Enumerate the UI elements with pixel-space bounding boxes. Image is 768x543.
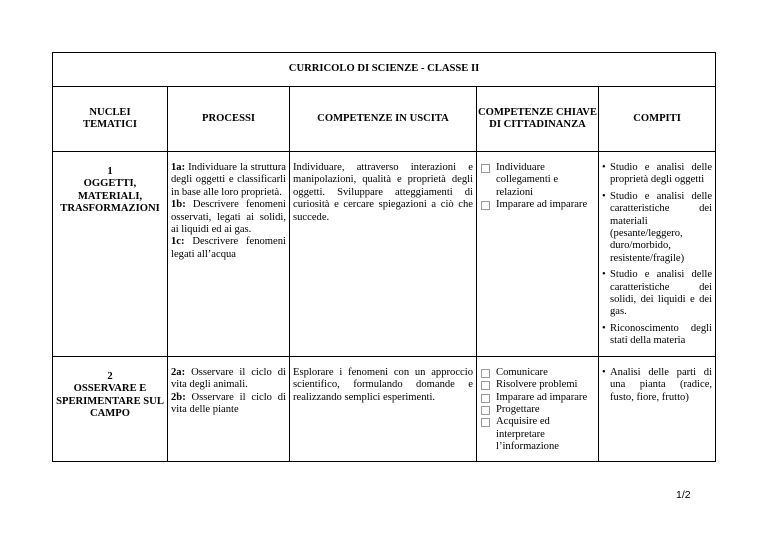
nucleo-cell [53, 356, 168, 461]
competenze-chiave-cell [477, 356, 599, 461]
process-item: 1b: Descrivere fenomeni osservati, legati ai solidi, ai liquidi ed ai gas. [171, 199, 286, 236]
nucleo-number: 1 [107, 166, 113, 177]
list-item: Imparare ad imparare [481, 392, 596, 404]
list-item: Comunicare [481, 367, 596, 379]
list-item: Progettare [481, 404, 596, 416]
header-nuclei: NUCLEI TEMATICI [53, 87, 168, 152]
checkbox-bullet-icon [481, 201, 490, 210]
list-item: • Riconoscimento degli stati della materia [602, 322, 713, 347]
table-row [53, 356, 716, 461]
bullet-icon: • [602, 269, 606, 281]
list-item: Acquisire ed interpretare l’informazione [481, 416, 596, 453]
nucleo-name: OGGETTI, MATERIALI, TRASFORMAZIONI [60, 178, 160, 215]
list-item: • Studio e analisi delle caratteristiche dei solidi, dei liquidi e dei gas. [602, 269, 713, 318]
compiti-cell [599, 152, 716, 357]
header-competenze-chiave: COMPETENZE CHIAVE DI CITTADINANZA [477, 87, 599, 152]
table-title: CURRICOLO DI SCIENZE - CLASSE II [53, 53, 716, 87]
processi-cell [168, 152, 290, 357]
list-item: • Studio e analisi delle caratteristiche dei materiali (pesante/leggero, duro/morbido, resistente/fragile) [602, 190, 713, 264]
table-row [53, 152, 716, 357]
title-row [53, 53, 716, 87]
process-item: 2b: Osservare il ciclo di vita delle piante [171, 391, 286, 415]
competenze-uscita-cell: Individuare, attraverso interazioni e manipolazioni, qualità e proprietà degli oggetti. Sviluppare atteggiamenti di curiosità e cercare spiegazioni a ciò che succede. [290, 152, 477, 357]
header-row [53, 87, 716, 152]
list-item: • Analisi delle parti di una pianta (radice, fusto, fiore, frutto) [602, 366, 713, 403]
checkbox-bullet-icon [481, 381, 490, 390]
nucleo-name: OSSERVARE E SPERIMENTARE SUL CAMPO [56, 383, 164, 419]
processi-cell [168, 356, 290, 461]
checkbox-bullet-icon [481, 418, 490, 427]
list-item: Imparare ad imparare [481, 199, 596, 211]
header-compiti: COMPITI [599, 87, 716, 152]
list-item: • Studio e analisi delle proprietà degli oggetti [602, 162, 713, 186]
header-processi: PROCESSI [168, 87, 290, 152]
bullet-icon: • [602, 162, 606, 173]
list-item: Risolvere problemi [481, 379, 596, 391]
header-competenze-uscita: COMPETENZE IN USCITA [290, 87, 477, 152]
bullet-icon: • [602, 322, 606, 334]
nucleo-cell [53, 152, 168, 357]
nucleo-number: 2 [107, 370, 113, 382]
curriculum-table [52, 52, 716, 462]
checkbox-bullet-icon [481, 369, 490, 378]
process-item: 1c: Descrivere fenomeni legati all’acqua [171, 236, 286, 260]
checkbox-bullet-icon [481, 406, 490, 415]
list-item: Individuare collegamenti e relazioni [481, 162, 596, 199]
page-number: 1/2 [676, 489, 691, 501]
process-item: 2a: Osservare il ciclo di vita degli animali. [171, 366, 286, 391]
process-item: 1a: Individuare la struttura degli oggetti e classificarli in base alle loro proprietà. [171, 162, 286, 198]
competenze-chiave-cell [477, 152, 599, 357]
checkbox-bullet-icon [481, 394, 490, 403]
bullet-icon: • [602, 190, 606, 202]
checkbox-bullet-icon [481, 164, 490, 173]
compiti-cell [599, 356, 716, 461]
competenze-uscita-cell: Esplorare i fenomeni con un approccio scientifico, formulando domande e realizzando semplici esperimenti. [290, 356, 477, 461]
bullet-icon: • [602, 366, 606, 378]
